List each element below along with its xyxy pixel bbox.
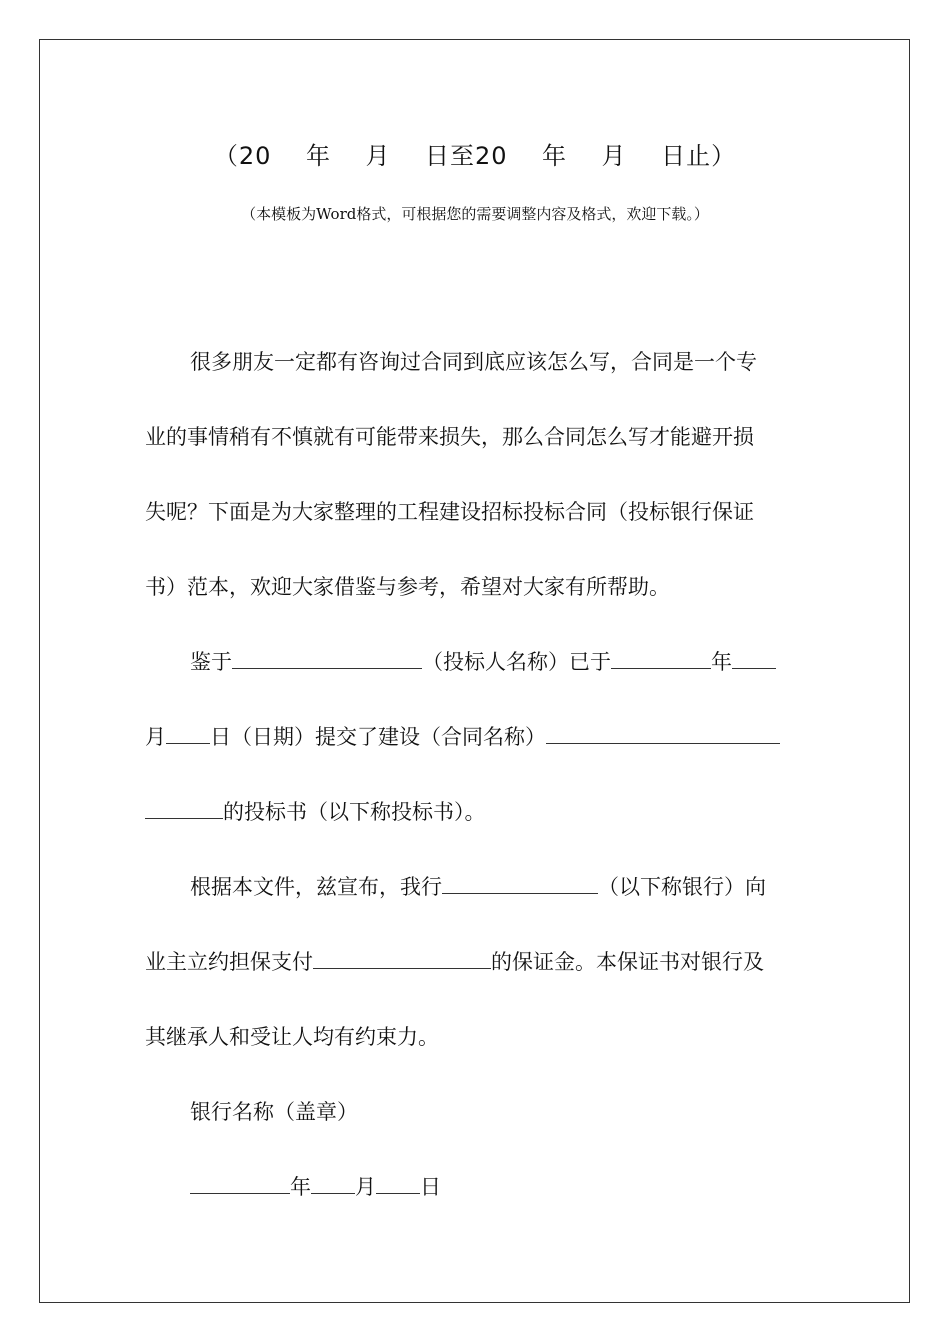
para2-line-2 [145, 948, 764, 976]
day-blank[interactable] [166, 723, 210, 744]
para2-line-1 [190, 873, 766, 901]
month-blank[interactable] [732, 648, 776, 669]
contract-name-blank-cont[interactable] [145, 798, 223, 819]
para2-text-b: （以下称银行）向 [598, 875, 766, 899]
sign-year-label: 年 [290, 1175, 311, 1199]
para2-line-3: 其继承人和受让人均有约束力。 [145, 1025, 439, 1049]
year-blank[interactable] [611, 648, 711, 669]
para1-text-b: （投标人名称）已于 [422, 650, 611, 674]
para1-text-f: 的投标书（以下称投标书）。 [223, 800, 486, 824]
intro-line-1: 很多朋友一定都有咨询过合同到底应该怎么写，合同是一个专 [190, 350, 757, 374]
para1-text-d: 月 [145, 725, 166, 749]
para2-text-a: 根据本文件，兹宣布，我行 [190, 875, 442, 899]
template-note: （本模板为Word格式，可根据您的需要调整内容及格式，欢迎下载。） [241, 205, 709, 223]
date-range-title: （20 年 月 日至20 年 月 日止） [213, 142, 737, 170]
intro-line-2: 业的事情稍有不慎就有可能带来损失，那么合同怎么写才能避开损 [145, 425, 754, 449]
sign-year-blank[interactable] [190, 1173, 290, 1194]
para1-text-e: 日（日期）提交了建设（合同名称） [210, 725, 546, 749]
para2-text-c: 业主立约担保支付 [145, 950, 313, 974]
signature-date-line [190, 1173, 441, 1201]
para1-text-c: 年 [711, 650, 732, 674]
sign-day-blank[interactable] [376, 1173, 420, 1194]
sign-month-blank[interactable] [311, 1173, 355, 1194]
sign-month-label: 月 [355, 1175, 376, 1199]
bank-seal-label: 银行名称（盖章） [190, 1100, 358, 1124]
deposit-amount-blank[interactable] [313, 948, 491, 969]
intro-line-4: 书）范本，欢迎大家借鉴与参考，希望对大家有所帮助。 [145, 575, 670, 599]
para1-text-a: 鉴于 [190, 650, 232, 674]
sign-day-label: 日 [420, 1175, 441, 1199]
para1-line-3 [145, 798, 486, 826]
bank-blank[interactable] [442, 873, 598, 894]
bidder-name-blank[interactable] [232, 648, 422, 669]
para2-text-d: 的保证金。本保证书对银行及 [491, 950, 764, 974]
para1-line-2 [145, 723, 780, 751]
contract-name-blank[interactable] [546, 723, 780, 744]
intro-line-3: 失呢？下面是为大家整理的工程建设招标投标合同（投标银行保证 [145, 500, 754, 524]
para1-line-1 [190, 648, 776, 676]
